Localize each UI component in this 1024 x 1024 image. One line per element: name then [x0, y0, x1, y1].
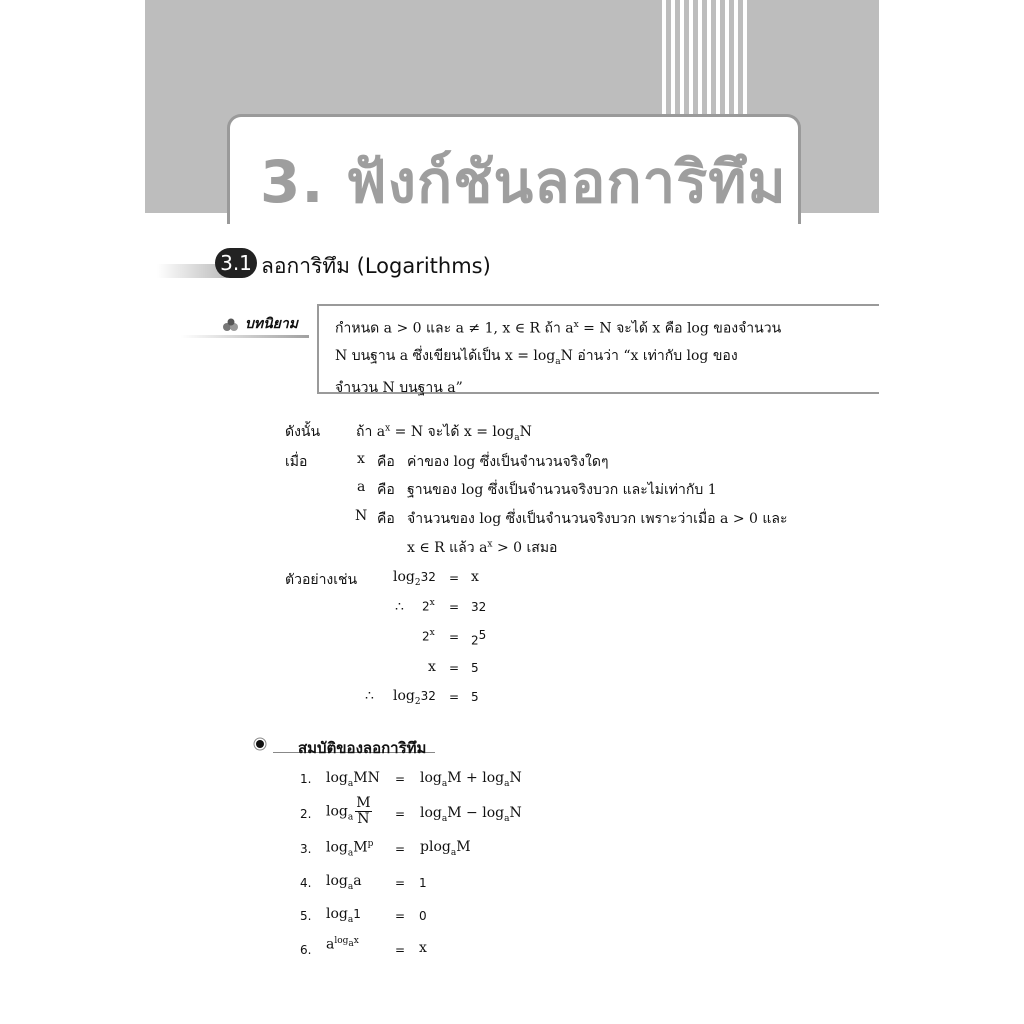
- property-4-rhs: 1: [419, 876, 427, 890]
- example-line-3-eq: =: [449, 630, 460, 644]
- property-2-eq: =: [395, 807, 406, 821]
- bullet-icon: [253, 737, 267, 751]
- x-is: คือ: [377, 454, 395, 470]
- property-2-lhs: $\log_a$ $\frac{M}{N}$: [326, 795, 371, 827]
- property-5-eq: =: [395, 909, 406, 923]
- property-3-lhs: $\log_aM^p$: [326, 839, 374, 859]
- definition-line-1: กำหนด a > 0 และ a ≠ 1, x ∈ R ถ้า $a^x = N$ จะได้ x คือ log ของจำนวน: [335, 320, 782, 337]
- n-var: N: [355, 508, 368, 524]
- property-1-lhs: $\log_aMN$: [326, 770, 380, 789]
- a-var: a: [357, 479, 366, 495]
- properties-title: สมบัติของลอการิทึม: [298, 739, 427, 757]
- therefore-text: ถ้า $a^x = N$ จะได้ $x = \log_aN$: [356, 423, 532, 443]
- fraction-m-over-n: $\frac{M}{N}$: [356, 795, 371, 827]
- definition-label: บทนิยาม: [245, 316, 298, 332]
- section-title: ลอการิทึม (Logarithms): [261, 254, 491, 278]
- x-var: x: [357, 451, 365, 467]
- example-line-1-rhs: x: [471, 569, 479, 585]
- property-2-rhs: $\log_aM - \log_aN$: [420, 805, 522, 824]
- property-5-lhs: $\log_a1$: [326, 906, 361, 925]
- property-6-lhs: $a^{log_ax}$: [326, 936, 359, 953]
- property-6-number: 6.: [300, 943, 312, 957]
- property-2-number: 2.: [300, 807, 312, 821]
- property-4-lhs: $\log_aa$: [326, 873, 362, 892]
- n-desc-cont: x ∈ R แล้ว $a^x > 0$ เสมอ: [407, 539, 558, 556]
- n-is: คือ: [377, 511, 395, 527]
- example-line-5-therefore: ∴: [365, 688, 374, 704]
- example-line-3-lhs: 2$^x$: [422, 628, 435, 644]
- when-label: เมื่อ: [285, 454, 308, 470]
- n-desc: จำนวนของ log ซึ่งเป็นจำนวนจริงบวก เพราะว่าเมื่อ a > 0 และ: [407, 511, 788, 527]
- example-line-3-rhs: $2^5$: [471, 628, 487, 648]
- example-line-2-therefore: ∴: [395, 599, 404, 615]
- therefore-label: ดังนั้น: [285, 424, 321, 440]
- definition-box: [317, 304, 879, 397]
- definition-line-2: N บนฐาน a ซึ่งเขียนได้เป็น $x = \log_aN$ อ่านว่า “x เท่ากับ log ของ: [335, 347, 738, 367]
- example-line-4-eq: =: [449, 661, 460, 675]
- example-line-1-lhs: $\log_232$: [393, 569, 436, 588]
- definition-underline: [181, 335, 309, 338]
- property-1-eq: =: [395, 772, 406, 786]
- a-is: คือ: [377, 482, 395, 498]
- a-desc: ฐานของ log ซึ่งเป็นจำนวนจริงบวก และไม่เท่ากับ 1: [407, 482, 717, 498]
- title-card: [227, 114, 801, 224]
- example-line-5-lhs: $\log_232$: [393, 688, 436, 707]
- definition-line-3: จำนวน N บนฐาน a”: [335, 380, 463, 397]
- property-1-number: 1.: [300, 772, 312, 786]
- property-5-number: 5.: [300, 909, 312, 923]
- example-line-1-eq: =: [449, 571, 460, 585]
- page: [145, 0, 879, 1024]
- chapter-title: 3. ฟังก์ชันลอการิทึม: [260, 148, 787, 216]
- example-line-4-rhs: 5: [471, 661, 479, 675]
- property-6-rhs: x: [419, 940, 427, 956]
- property-1-rhs: $\log_aM + \log_aN$: [420, 770, 522, 789]
- example-line-4-lhs: x: [428, 659, 436, 675]
- property-6-eq: =: [395, 943, 406, 957]
- property-3-eq: =: [395, 842, 406, 856]
- example-line-2-lhs: 2$^x$: [422, 598, 435, 614]
- example-line-2-eq: =: [449, 600, 460, 614]
- property-5-rhs: 0: [419, 909, 427, 923]
- molecule-icon: [222, 318, 240, 332]
- example-line-5-rhs: 5: [471, 690, 479, 704]
- example-label: ตัวอย่างเช่น: [285, 572, 358, 588]
- section-number: 3.1: [215, 248, 257, 278]
- header-stripes: [662, 0, 752, 120]
- example-line-2-rhs: 32: [471, 600, 487, 614]
- example-line-5-eq: =: [449, 690, 460, 704]
- property-3-number: 3.: [300, 842, 312, 856]
- property-4-number: 4.: [300, 876, 312, 890]
- property-3-rhs: plog$_a$M: [420, 839, 471, 858]
- property-4-eq: =: [395, 876, 406, 890]
- x-desc: ค่าของ log ซึ่งเป็นจำนวนจริงใดๆ: [407, 454, 609, 470]
